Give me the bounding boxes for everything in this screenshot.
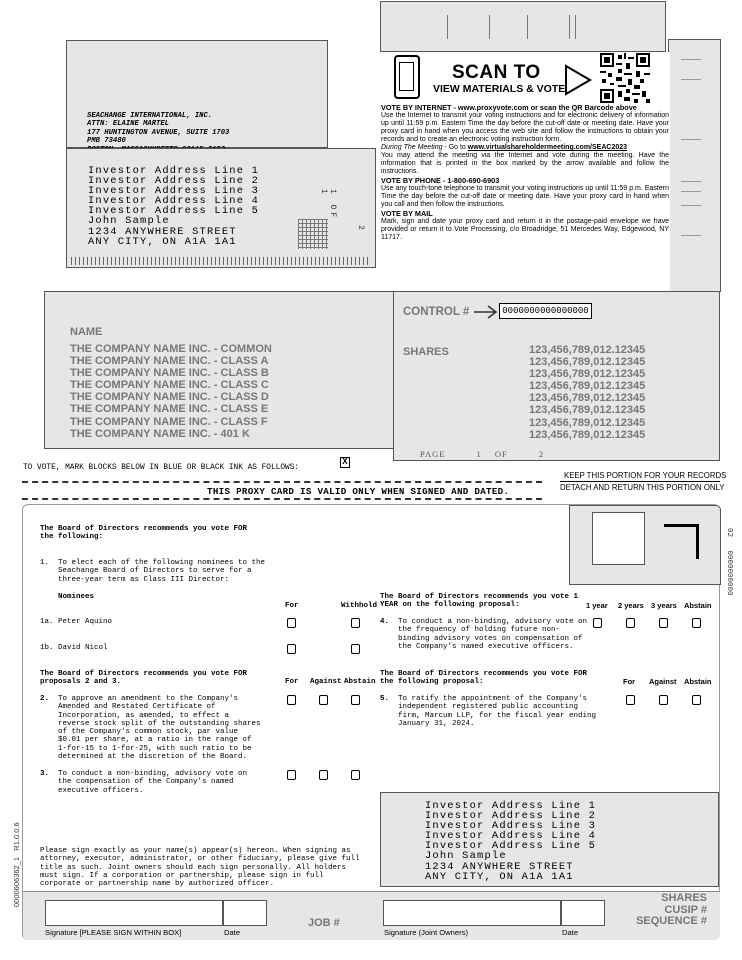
second-cut-line [22, 498, 542, 500]
phone-icon [394, 55, 420, 99]
meeting-line: During The Meeting - Go to www.virtualshareholdermeeting.com/SEAC2023 [381, 144, 628, 151]
sign-note: Please sign exactly as your name(s) appear(s) hereon. When signing as attorney, executor, administrator, or other fiduciary, please give full title as such. Joint owners should each sign personally. All holders must sign. If a corporation or partnership, please sign in full corporate or partnership name by authorized officer. [40, 847, 360, 889]
nominee-1b-id: 1b. [40, 644, 54, 652]
valid-notice: THIS PROXY CARD IS VALID ONLY WHEN SIGNED AND DATED. [207, 486, 510, 497]
nominee-1a-withhold-checkbox[interactable] [351, 618, 360, 628]
for-header-5: For [623, 677, 636, 686]
page-indicator: PAGE 1 OF 2 [420, 449, 545, 459]
joint-signature-label: Signature (Joint Owners) [384, 928, 468, 937]
scan-subtitle: VIEW MATERIALS & VOTE [433, 83, 566, 95]
signature-label: Signature [PLEASE SIGN WITHIN BOX] [45, 928, 182, 937]
control-label: CONTROL # [403, 306, 470, 318]
p3-abstain-checkbox[interactable] [351, 770, 360, 780]
p2-against-checkbox[interactable] [319, 695, 328, 705]
ballot-card [22, 504, 720, 940]
joint-date-label: Date [562, 928, 579, 937]
side-code-left: 0000606362_1 R1.0.0.6 [12, 822, 21, 907]
scan-title: SCAN TO [452, 62, 541, 83]
control-number: 0000000000000000 [499, 303, 592, 319]
return-address-box [380, 792, 719, 887]
p5-for-checkbox[interactable] [626, 695, 635, 705]
nominee-1b-withhold-checkbox[interactable] [351, 644, 360, 654]
return-address: Investor Address Line 1 Investor Address Line 2 Investor Address Line 3 Investor Address Line 4 Investor Address Line 5 John Sample 1234 ANYWHERE STREET ANY CITY, ON A1A 1A1 [425, 800, 597, 883]
board-intro: The Board of Directors recommends you vote FOR the following: [40, 525, 248, 542]
p2-abstain-checkbox[interactable] [351, 695, 360, 705]
corner-mark [664, 524, 699, 559]
internet-title: VOTE BY INTERNET - www.proxyvote.com or scan the QR Barcode above [381, 103, 637, 112]
p1-num: 1. [40, 559, 50, 567]
withhold-header: Withhold [341, 602, 378, 610]
recipient-panel [66, 148, 376, 268]
signature-box[interactable] [45, 900, 223, 926]
recipient-count: 2 [356, 225, 365, 230]
p4-3years-checkbox[interactable] [659, 618, 668, 628]
p4-2years-checkbox[interactable] [626, 618, 635, 628]
joint-date-box[interactable] [561, 900, 605, 926]
p4-text: To conduct a non-binding, advisory vote on the frequency of holding future non-binding advisory votes on compensation of the Company's named executive officers. [398, 618, 588, 651]
mail-title: VOTE BY MAIL [381, 209, 433, 218]
p2-text: To approve an amendment to the Company's Amended and Restated Certificate of Incorporation, as amended, to effect a reverse stock split of the outstanding shares of the Company's common stock, par value $0.01 per share, at a ratio in the range of 1-for-15 to 1-for-25, with such ratio to be determined at the discretion of the Board. [58, 695, 261, 762]
phone-text: Use any touch-tone telephone to transmit your voting instructions up until 11:59 p.m. Eastern Time the day before the cut-off date or meeting date. Have your proxy card in hand when you call and then follow the instructions. [381, 185, 669, 208]
sample-mark: X [340, 457, 350, 468]
p5-abstain-checkbox[interactable] [692, 695, 701, 705]
arrow-right-icon [564, 64, 592, 96]
date-label: Date [224, 928, 241, 937]
freq-header-abstain: Abstain [684, 601, 712, 610]
nominee-1b-for-checkbox[interactable] [287, 644, 296, 654]
recipient-page-of: 1 OF 1 [319, 189, 337, 221]
control-arrow-icon [474, 305, 498, 319]
for-header: For [285, 602, 299, 610]
voting-instructions [381, 104, 669, 242]
against-header-5: Against [649, 677, 677, 686]
p3-for-checkbox[interactable] [287, 770, 296, 780]
holdings-shares-panel [393, 291, 720, 461]
abstain-header-5: Abstain [684, 677, 712, 686]
keep-label: KEEP THIS PORTION FOR YOUR RECORDS [564, 471, 727, 480]
p5-against-checkbox[interactable] [659, 695, 668, 705]
board-23: The Board of Directors recommends you vote FOR proposals 2 and 3. [40, 670, 248, 687]
dashed-cut-line [22, 481, 542, 483]
internet-text: Use the Internet to transmit your voting instructions and for electronic delivery of information up until 11:59 p.m. Eastern Time the day before the cut-off date or meeting date. Have your proxy card in hand when you access the web site and follow the instructions to obtain your records and to create an electronic voting instruction form. [381, 112, 669, 143]
nominee-1a-for-checkbox[interactable] [287, 618, 296, 628]
side-code-right: 02 0000000000 [725, 528, 733, 596]
nominee-1a-name: Peter Aquino [58, 618, 113, 626]
p5-num: 5. [380, 695, 390, 703]
p5-text: To ratify the appointment of the Company's independent registered public accounting firm, Marcum LLP, for the fiscal year ending January 31, 2024. [398, 695, 597, 728]
abstain-header-23: Abstain [344, 678, 376, 686]
p4-abstain-checkbox[interactable] [692, 618, 701, 628]
p2-num: 2. [40, 695, 50, 703]
sender-address: SEACHANGE INTERNATIONAL, INC. ATTN: ELAINE MARTEL 177 HUNTINGTON AVENUE, SUITE 1703 PMB 73480 [87, 112, 230, 146]
p2-for-checkbox[interactable] [287, 695, 296, 705]
instructions-area [380, 52, 670, 292]
shares-cusip-sequence: SHARES CUSIP # SEQUENCE # [636, 892, 707, 927]
board-5: The Board of Directors recommends you vote FOR the following proposal: [380, 670, 588, 687]
p3-text: To conduct a non-binding, advisory vote on the compensation of the Company's named executive officers. [58, 770, 248, 795]
nominees-label: Nominees [58, 593, 95, 601]
sender-panel [66, 40, 328, 148]
right-edge-panel [668, 39, 721, 292]
board-4: The Board of Directors recommends you vote 1 YEAR on the following proposal: [380, 593, 579, 610]
shares-label: SHARES [403, 346, 449, 358]
job-label: JOB # [308, 917, 340, 929]
company-names: THE COMPANY NAME INC. - COMMON THE COMPANY NAME INC. - CLASS A THE COMPANY NAME INC. - CLASS B THE COMPANY NAME INC. - CLASS C THE COMPANY NAME INC. - CLASS D THE COMPANY NAME INC. - CLASS E THE COMPANY NAME INC. - CLASS F THE COMPANY NAME INC. - 401 K [70, 343, 272, 440]
p3-against-checkbox[interactable] [319, 770, 328, 780]
for-header-23: For [285, 678, 299, 686]
detach-label: DETACH AND RETURN THIS PORTION ONLY [560, 483, 725, 492]
share-values: 123,456,789,012.12345 123,456,789,012.12345 123,456,789,012.12345 123,456,789,012.12345 123,456,789,012.12345 123,456,789,012.12345 123,456,789,012.12345 123,456,789,012.12345 [529, 344, 646, 441]
name-label: NAME [70, 326, 103, 338]
barcode-strip [380, 1, 666, 52]
against-header-23: Against [310, 678, 342, 686]
vote-instruction: TO VOTE, MARK BLOCKS BELOW IN BLUE OR BLACK INK AS FOLLOWS: [23, 464, 300, 472]
freq-header-1year: 1 year [586, 601, 608, 610]
postal-barcode [71, 257, 371, 265]
p3-num: 3. [40, 770, 50, 778]
date-box[interactable] [223, 900, 267, 926]
p1-text: To elect each of the following nominees to the Seachange Board of Directors to serve for a three-year term as Class III Director: [58, 559, 266, 584]
nominee-1a-id: 1a. [40, 618, 54, 626]
mail-text: Mark, sign and date your proxy card and return it in the postage-paid envelope we have provided or return it to Vote Processing, c/o Broadridge, 51 Mercedes Way, Edgewood, NY 11717. [381, 218, 669, 241]
nominee-1b-name: David Nicol [58, 644, 108, 652]
freq-header-3years: 3 years [651, 601, 677, 610]
ballot-corner-box [569, 505, 721, 585]
recipient-address: Investor Address Line 1 Investor Address Line 2 Investor Address Line 3 Investor Address Line 4 Investor Address Line 5 John Sample 1234 ANYWHERE STREET ANY CITY, ON A1A 1A1 [88, 165, 260, 248]
joint-signature-box[interactable] [383, 900, 561, 926]
holdings-name-panel [44, 291, 394, 449]
meeting-text: You may attend the meeting via the Internet and vote during the meeting. Have the information that is printed in the box marked by the arrow available and follow the instructions. [381, 152, 669, 175]
keep-rule [560, 481, 720, 482]
freq-header-2years: 2 years [618, 601, 644, 610]
qr-code-icon [600, 53, 650, 103]
phone-title: VOTE BY PHONE - 1-800-690-6903 [381, 176, 500, 185]
p4-1year-checkbox[interactable] [593, 618, 602, 628]
meeting-url-link[interactable]: www.virtualshareholdermeeting.com/SEAC2023 [467, 144, 628, 151]
p4-num: 4. [380, 618, 390, 626]
